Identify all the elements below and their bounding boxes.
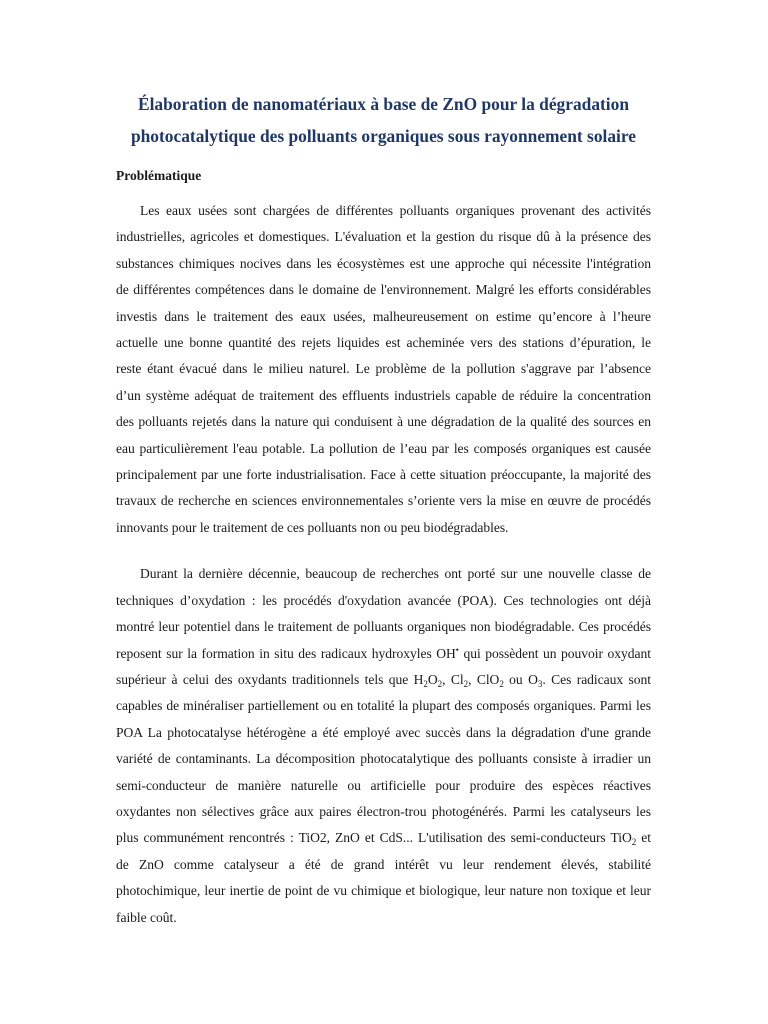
paragraph-line: Durant la dernière décennie, beaucoup de recherches ont porté sur une nouvelle classe de (140, 566, 651, 582)
paragraph-1 (116, 198, 651, 541)
paragraph-line: photochimique, leur inertie de point de vu chimique et biologique, leur nature non toxique et leur (116, 883, 651, 899)
paragraph-line: plus communément rencontrés : TiO2, ZnO et CdS... L'utilisation des semi-conducteurs TiO$_2$ et (116, 830, 651, 848)
paragraph-line: industrielles, agricoles et domestiques. L'évaluation et la gestion du risque dû à la présence des (116, 229, 651, 245)
paragraph-line: de ZnO comme catalyseur a été de grand intérêt vu leur rendement élevés, stabilité (116, 856, 651, 872)
paragraph-line: montré leur potentiel dans le traitement de polluants organiques non biodégradable. Ces procédés (116, 619, 651, 635)
paragraph-2 (116, 561, 651, 931)
paragraph-line: actuelle une bonne quantité des rejets liquides est acheminée vers des stations d’épuration, le (116, 335, 651, 351)
paragraph-line: oxydantes non sélectives grâce aux paires électron-trou photogénérés. Parmi les catalyseurs les (116, 803, 651, 819)
paragraph-line: semi-conducteur de manière naturelle ou artificielle pour produire des espèces réactives (116, 777, 651, 793)
paragraph-line: travaux de recherche en sciences environnementales s’oriente vers la mise en œuvre de procédés (116, 493, 651, 509)
paragraph-line: principalement par une forte industrialisation. Face à cette situation préoccupante, la majorité des (116, 467, 651, 483)
paragraph-line: reste étant évacué dans le milieu naturel. Le problème de la pollution s'aggrave par l’absence (116, 361, 651, 377)
title-line-1: Élaboration de nanomatériaux à base de ZnO pour la dégradation (137, 94, 630, 114)
paragraph-line: reposent sur la formation in situ des radicaux hydroxyles OH• qui possèdent un pouvoir oxydant (116, 644, 651, 661)
paragraph-line: eau particulièrement l'eau potable. La pollution de l’eau par les composés organiques est causée (116, 440, 651, 456)
paragraph-line: supérieur à celui des oxydants traditionnels tels que $H_2O_2$, $Cl_2$, ClO$_2$ ou $O_3$. Ces radicaux sont (116, 671, 651, 689)
title-line-2: photocatalytique des polluants organiques sous rayonnement solaire (130, 126, 637, 146)
paragraph-line: techniques d’oxydation : les procédés d'oxydation avancée (POA). Ces technologies ont déjà (116, 592, 651, 608)
paragraph-line: d’un système adéquat de traitement des effluents industriels capable de réduire la concentration (116, 387, 651, 403)
section-heading: Problématique (116, 168, 202, 183)
paragraph-line: de différentes compétences dans le domaine de l'environnement. Malgré les efforts considérables (116, 282, 651, 298)
paragraph-line: variété de contaminants. La décomposition photocatalytique des polluants consiste à irradier un (116, 751, 651, 767)
document-title (116, 88, 651, 152)
paragraph-line: des polluants rejetés dans la nature qui conduisent à une dégradation de la qualité des sources en (116, 414, 651, 430)
document-page (116, 88, 651, 931)
paragraph-line: Les eaux usées sont chargées de différentes polluants organiques provenant des activités (140, 203, 651, 218)
paragraph-line: investis dans le traitement des eaux usées, malheureusement on estime qu’encore à l’heure (116, 308, 651, 324)
paragraph-line: faible coût. (116, 909, 177, 925)
paragraph-line: substances chimiques nocives dans les écosystèmes est une approche qui nécessite l'intégration (116, 255, 651, 271)
paragraph-line: POA La photocatalyse hétérogène a été employé avec succès dans la dégradation d'une grande (116, 724, 651, 740)
paragraph-line: capables de minéraliser partiellement ou en totalité la plupart des composés organiques. Parmi les (116, 698, 651, 714)
paragraph-line: innovants pour le traitement de ces polluants non ou peu biodégradables. (116, 519, 509, 535)
